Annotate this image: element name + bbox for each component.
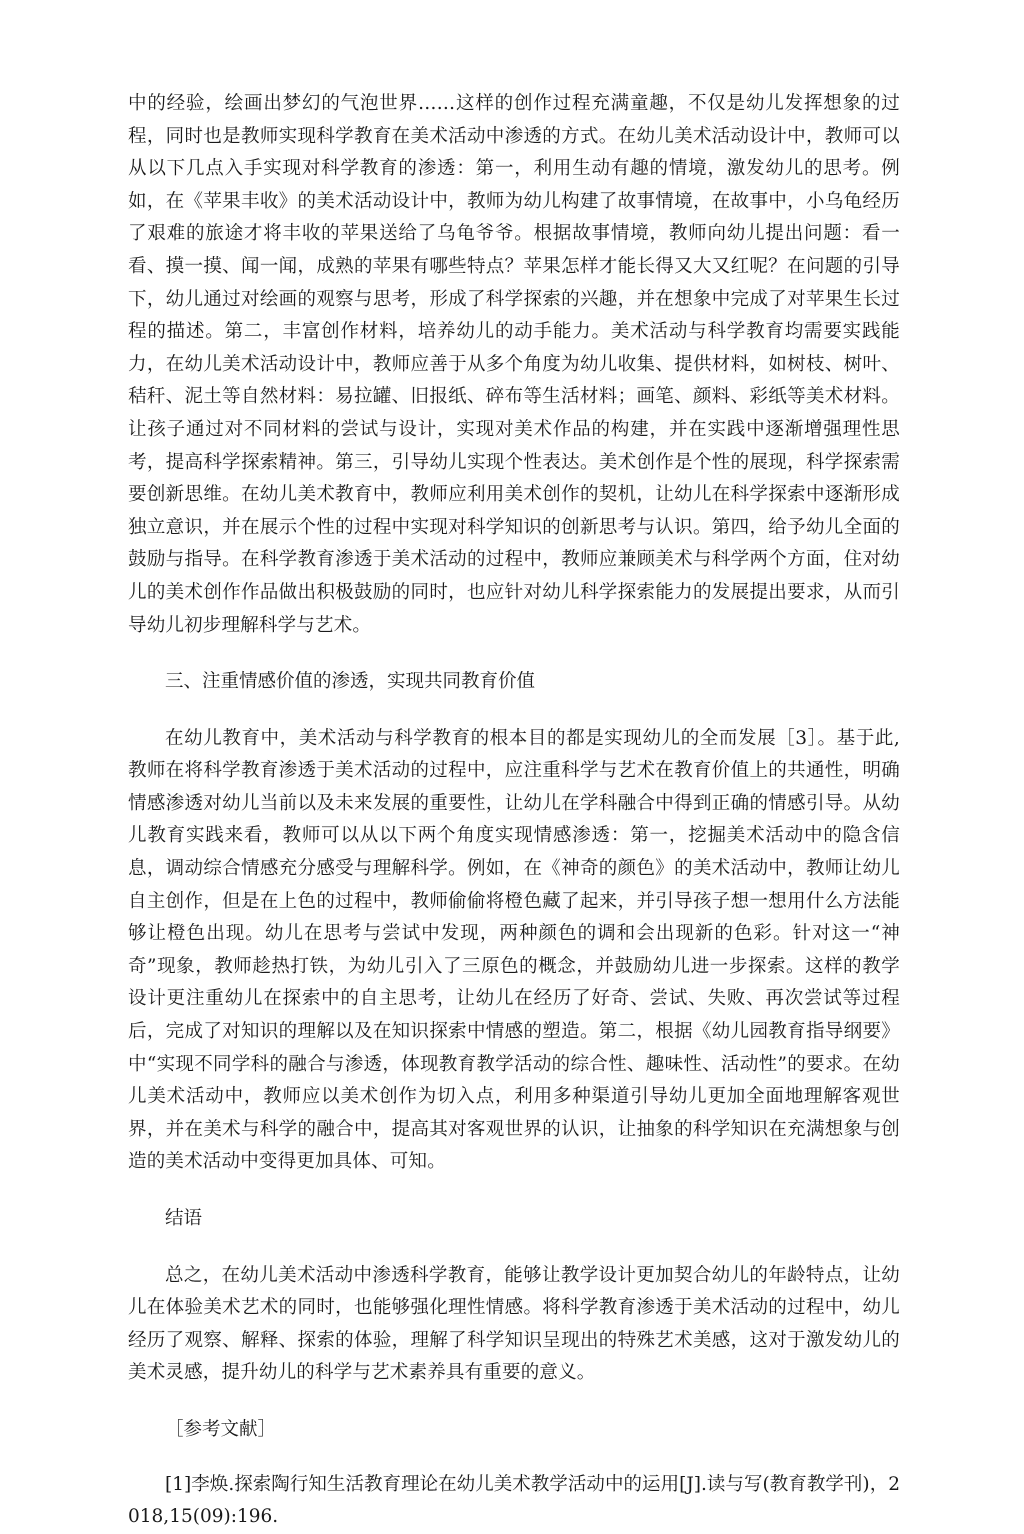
- references-heading: ［参考文献］: [165, 1418, 277, 1440]
- document-page: [128, 88, 900, 1534]
- spacer: [128, 699, 900, 723]
- spacer: [128, 1390, 900, 1414]
- reference-item: [1]李焕.探索陶行知生活教育理论在幼儿美术教学活动中的运用[J].读与写(教育教学刊)，2018,15(09):196.: [128, 1473, 900, 1528]
- spacer: [128, 1236, 900, 1260]
- spacer: [128, 1447, 900, 1469]
- spacer: [128, 642, 900, 666]
- section-heading-3: 三、注重情感价值的渗透，实现共同教育价值: [165, 671, 536, 693]
- conclusion-paragraph: 总之，在幼儿美术活动中渗透科学教育，能够让教学设计更加契合幼儿的年龄特点，让幼儿在体验美术艺术的同时，也能够强化理性情感。将科学教育渗透于美术活动的过程中，幼儿经历了观察、解释、探索的体验，理解了科学知识呈现出的特殊艺术美感，这对于激发幼儿的美术灵感，提升幼儿的科学与艺术素养具有重要的意义。: [128, 1264, 900, 1384]
- conclusion-heading: 结语: [165, 1208, 203, 1229]
- body-paragraph-section-3: 在幼儿教育中，美术活动与科学教育的根本目的都是实现幼儿的全而发展［3］。基于此,教师在将科学教育渗透于美术活动的过程中，应注重科学与艺术在教育价值上的共通性，明确情感渗透对幼儿当前以及未来发展的重要性，让幼儿在学科融合中得到正确的情感引导。从幼儿教育实践来看，教师可以从以下两个角度实现情感渗透：第一，挖掘美术活动中的隐含信息，调动综合情感充分感受与理解科学。例如，在《神奇的颜色》的美术活动中，教师让幼儿自主创作，但是在上色的过程中，教师偷偷将橙色藏了起来，并引导孩子想一想用什么方法能够让橙色出现。幼儿在思考与尝试中发现，两种颜色的调和会出现新的色彩。针对这一“神奇”现象，教师趁热打铁，为幼儿引入了三原色的概念，并鼓励幼儿进一步探索。这样的教学设计更注重幼儿在探索中的自主思考，让幼儿在经历了好奇、尝试、失败、再次尝试等过程后，完成了对知识的理解以及在知识探索中情感的塑造。第二，根据《幼儿园教育指导纲要》中“实现不同学科的融合与渗透，体现教育教学活动的综合性、趣味性、活动性”的要求。在幼儿美术活动中，教师应以美术创作为切入点，利用多种渠道引导幼儿更加全面地理解客观世界，并在美术与科学的融合中，提高其对客观世界的认识，让抽象的科学知识在充满想象与创造的美术活动中变得更加具体、可知。: [128, 727, 900, 1173]
- body-paragraph-continued: 中的经验，绘画出梦幻的气泡世界……这样的创作过程充满童趣，不仅是幼儿发挥想象的过程，同时也是教师实现科学教育在美术活动中渗透的方式。在幼儿美术活动设计中，教师可以从以下几点入手实现对科学教育的渗透：第一，利用生动有趣的情境，激发幼儿的思考。例如，在《苹果丰收》的美术活动设计中，教师为幼儿构建了故事情境，在故事中，小乌龟经历了艰难的旅途才将丰收的苹果送给了乌龟爷爷。根据故事情境，教师向幼儿提出问题：看一看、摸一摸、闻一闻，成熟的苹果有哪些特点？苹果怎样才能长得又大又红呢？在问题的引导下，幼儿通过对绘画的观察与思考，形成了科学探索的兴趣，并在想象中完成了对苹果生长过程的描述。第二，丰富创作材料，培养幼儿的动手能力。美术活动与科学教育均需要实践能力，在幼儿美术活动设计中，教师应善于从多个角度为幼儿收集、提供材料，如树枝、树叶、秸秆、泥土等自然材料：易拉罐、旧报纸、碎布等生活材料；画笔、颜料、彩纸等美术材料。让孩子通过对不同材料的尝试与设计，实现对美术作品的构建，并在实践中逐渐增强理性思考，提高科学探索精神。第三，引导幼儿实现个性表达。美术创作是个性的展现，科学探索需要创新思维。在幼儿美术教育中，教师应利用美术创作的契机，让幼儿在科学探索中逐渐形成独立意识，并在展示个性的过程中实现对科学知识的创新思考与认识。第四，给予幼儿全面的鼓励与指导。在科学教育渗透于美术活动的过程中，教师应兼顾美术与科学两个方面，住对幼儿的美术创作作品做出积极鼓励的同时，也应针对幼儿科学探索能力的发展提出要求，从而引导幼儿初步理解科学与艺术。: [128, 93, 900, 636]
- spacer: [128, 1179, 900, 1203]
